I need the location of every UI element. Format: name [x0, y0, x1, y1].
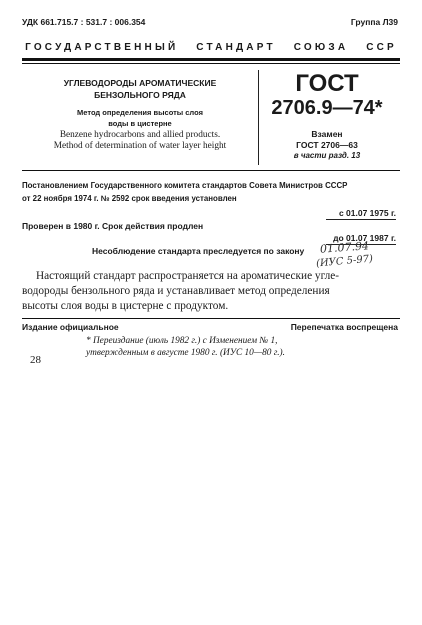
- replaces-label: Взамен: [311, 129, 343, 139]
- official-edition: Издание официальное: [22, 322, 119, 332]
- title-line-2: БЕНЗОЛЬНОГО РЯДА: [94, 90, 186, 100]
- date-to: до 01.07 1987 г.: [333, 233, 396, 243]
- page-number: 28: [30, 354, 41, 366]
- body-line-3: высоты слоя воды в цистерне с продуктом.: [22, 300, 229, 312]
- subtitle-line-1: Метод определения высоты слоя: [77, 108, 203, 117]
- checked-note: Проверен в 1980 г. Срок действия продлен: [22, 221, 204, 231]
- handwritten-date: 01.07.94: [319, 239, 370, 256]
- title-divider: [258, 70, 259, 165]
- header-rule-thin: [22, 63, 400, 64]
- state-standard-heading: ГОСУДАРСТВЕННЫЙ СТАНДАРТ СОЮЗА ССР: [25, 42, 397, 53]
- header-rule: [22, 58, 400, 61]
- subtitle-line-2: воды в цистерне: [108, 119, 172, 128]
- title-line-1: УГЛЕВОДОРОДЫ АРОМАТИЧЕСКИЕ: [63, 78, 217, 88]
- decree-line-2: от 22 ноября 1974 г. № 2592 срок введения установлен: [22, 194, 237, 203]
- reissue-note-2: утвержденным в августе 1980 г. (ИУС 10—80 г.).: [86, 348, 285, 358]
- gost-number: 2706.9—74*: [271, 97, 383, 119]
- handwritten-ref: (ИУС 5-97): [315, 253, 374, 270]
- reissue-note-1: * Переиздание (июль 1982 г.) с Изменением № 1,: [86, 336, 278, 346]
- replaces-part: в части разд. 13: [293, 151, 361, 160]
- footer-rule: [22, 318, 400, 319]
- date-from: с 01.07 1975 г.: [338, 208, 396, 218]
- group-code: Группа Л39: [350, 17, 398, 27]
- reprint-forbidden: Перепечатка воспрещена: [290, 322, 398, 332]
- penalty-note: Несоблюдение стандарта преследуется по закону: [92, 246, 305, 256]
- decree-line-1: Постановлением Государственного комитета стандартов Совета Министров СССР: [22, 181, 348, 190]
- body-line-2: водороды бензольного ряда и устанавливает метод определения: [22, 285, 330, 297]
- udk-code: УДК 661.715.7 : 531.7 : 006.354: [22, 17, 146, 27]
- english-title-2: Method of determination of water layer height: [53, 141, 227, 151]
- body-line-1: Настоящий стандарт распространяется на ароматические угле-: [36, 270, 340, 282]
- date-from-underline: [326, 219, 396, 220]
- english-title-1: Benzene hydrocarbons and allied products.: [59, 130, 221, 140]
- replaces-value: ГОСТ 2706—63: [296, 140, 358, 150]
- title-rule: [22, 170, 400, 171]
- gost-label: ГОСТ: [295, 70, 359, 97]
